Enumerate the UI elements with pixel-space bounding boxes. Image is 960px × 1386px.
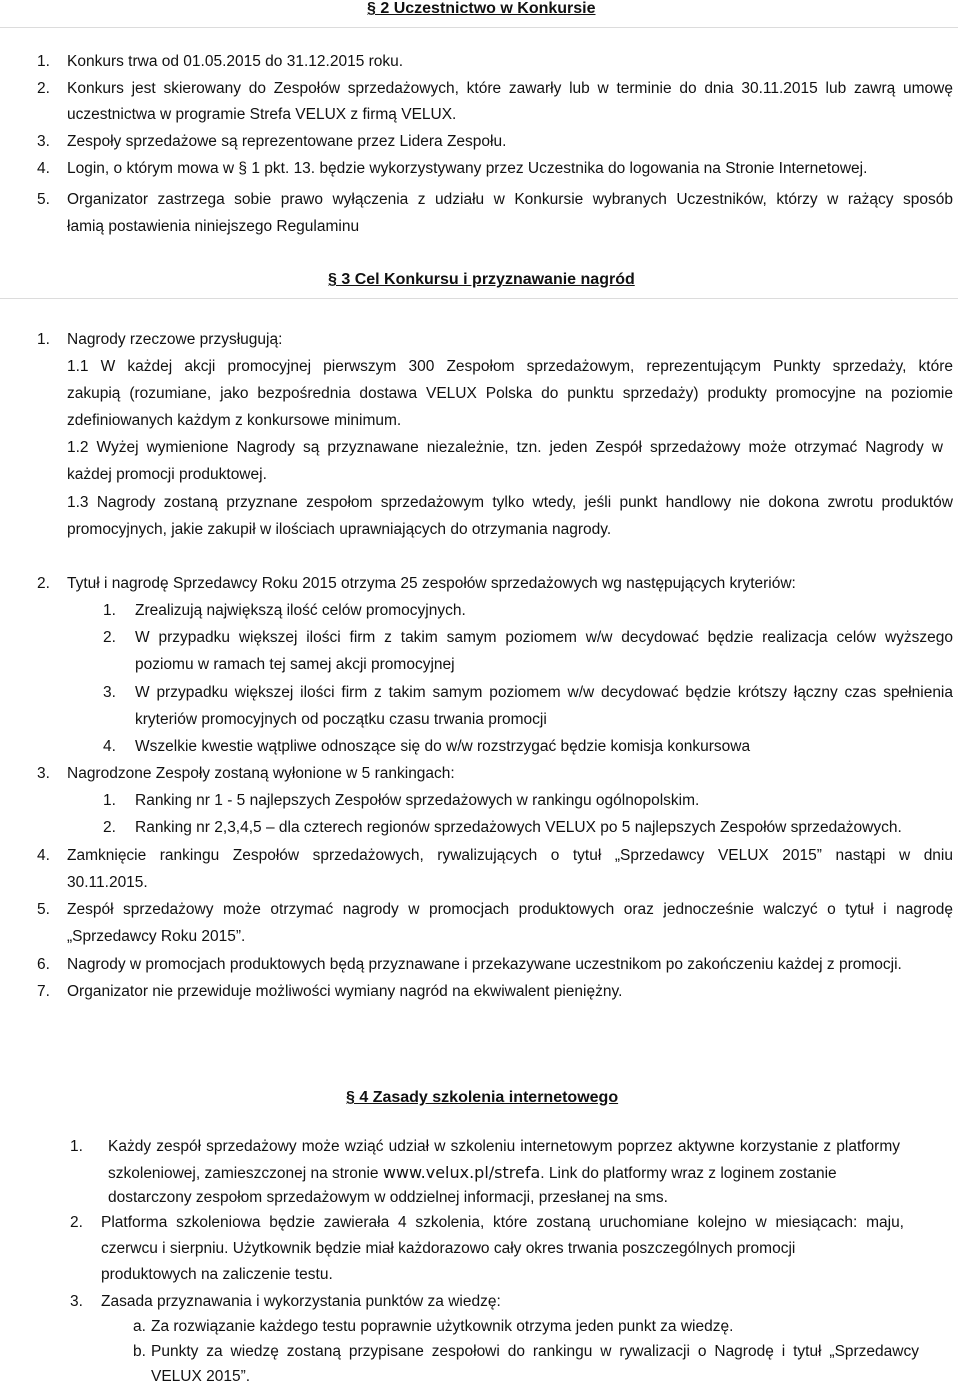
list-text: Organizator zastrzega sobie prawo wyłączenia z udziału w Konkursie wybranych Uczestników, którzy w rażący sposób <box>67 191 953 208</box>
sub-list-text-continued: VELUX 2015”. <box>151 1368 251 1385</box>
list-text-part: Login, o którym mowa w § 1 pkt. 13. <box>67 160 316 177</box>
list-text-continued: produktowych na zaliczenie testu. <box>101 1266 333 1283</box>
list-text: Platforma szkoleniowa będzie zawierała 4 szkolenia, które zostaną uruchomiane kolejno w miesiącach: maju, <box>101 1214 904 1231</box>
list-number: 1. <box>37 331 50 348</box>
list-text-part: . Link do platformy wraz z loginem zostanie <box>540 1165 837 1182</box>
list-text-part: będzie wykorzystywany przez Uczestnika do logowania na Stronie Internetowej. <box>319 160 868 177</box>
list-text: Konkurs jest skierowany do Zespołów sprzedażowych, które zawarły lub w terminie do dnia 30.11.2015 lub zawrą umowę <box>67 80 953 97</box>
sub-list-text: W przypadku większej ilości firm z takim samym poziomem w/w decydować będzie realizacja celów wyższego <box>135 629 953 646</box>
section-3-title: § 3 Cel Konkursu i przyznawanie nagród <box>328 271 635 288</box>
sub-list-number: a. <box>133 1318 146 1335</box>
sub-list-number: b. <box>133 1343 146 1360</box>
list-number: 2. <box>37 575 50 592</box>
sub-list-text: Za rozwiązanie każdego testu poprawnie użytkownik otrzyma jeden punkt za wiedzę. <box>151 1318 734 1335</box>
list-text: Każdy zespół sprzedażowy może wziąć udział w szkoleniu internetowym poprzez aktywne korzystanie z platformy <box>108 1138 900 1155</box>
list-number: 5. <box>37 901 50 918</box>
list-number: 1. <box>37 53 50 70</box>
divider <box>0 27 958 28</box>
sub-list-number: 3. <box>103 684 116 701</box>
list-number: 2. <box>70 1214 83 1231</box>
list-text <box>67 160 867 178</box>
strefa-link[interactable]: www.velux.pl/strefa <box>382 1163 541 1182</box>
sub-list-number: 4. <box>103 738 116 755</box>
list-number: 7. <box>37 983 50 1000</box>
paragraph-line: 1.2 Wyżej wymienione Nagrody są przyznawane niezależnie, tzn. jeden Zespół sprzedażowy może otrzymać Nagrody w <box>67 439 943 456</box>
list-text: Nagrody rzeczowe przysługują: <box>67 331 283 348</box>
sub-list-text: Ranking nr 1 - 5 najlepszych Zespołów sprzedażowych w rankingu ogólnopolskim. <box>135 792 700 809</box>
list-number: 3. <box>70 1293 83 1310</box>
paragraph-line: każdej promocji produktowej. <box>67 466 267 483</box>
paragraph-line: promocyjnych, jakie zakupił w ilościach uprawniających do otrzymania nagrody. <box>67 521 612 538</box>
list-number: 3. <box>37 133 50 150</box>
list-text-continued: dostarczony zespołom sprzedażowym w oddzielnej informacji, przesłanej na sms. <box>108 1189 668 1206</box>
paragraph-line: 1.3 Nagrody zostaną przyznane zespołom sprzedażowym tylko wtedy, jeśli punkt handlowy nie dokona zwrotu produktów <box>67 494 953 511</box>
sub-list-text: Zrealizują największą ilość celów promocyjnych. <box>135 602 466 619</box>
list-text: Nagrodzone Zespoły zostaną wyłonione w 5 rankingach: <box>67 765 455 782</box>
list-text-part: szkoleniowej, zamieszczonej na stronie <box>108 1165 379 1182</box>
list-number: 6. <box>37 956 50 973</box>
sub-list-text: W przypadku większej ilości firm z takim samym poziomem w/w decydować będzie krótszy łączny czas spełnienia <box>135 684 953 701</box>
sub-list-text-continued: kryteriów promocyjnych od początku czasu trwania promocji <box>135 711 547 728</box>
list-text-continued: 30.11.2015. <box>67 874 148 891</box>
divider <box>0 298 958 299</box>
section-4-title: § 4 Zasady szkolenia internetowego <box>346 1089 619 1106</box>
list-number: 1. <box>70 1138 83 1155</box>
paragraph-line: 1.1 W każdej akcji promocyjnej pierwszym 300 Zespołom sprzedażowym, reprezentującym Punkty sprzedaży, które <box>67 358 953 375</box>
list-text: Zespół sprzedażowy może otrzymać nagrody w promocjach produktowych oraz jednocześnie walczyć o tytuł i nagrodę <box>67 901 953 918</box>
list-text-continued: łamią postawienia niniejszego Regulaminu <box>67 218 360 235</box>
section-2-title: § 2 Uczestnictwo w Konkursie <box>367 0 596 17</box>
list-text: Organizator nie przewiduje możliwości wymiany nagród na ekwiwalent pieniężny. <box>67 983 623 1000</box>
list-number: 5. <box>37 191 50 208</box>
list-text-continued: „Sprzedawcy Roku 2015”. <box>67 928 246 945</box>
sub-list-text-continued: poziomu w ramach tej samej akcji promocyjnej <box>135 656 455 673</box>
list-text: Zespoły sprzedażowe są reprezentowane przez Lidera Zespołu. <box>67 133 507 150</box>
list-text: Nagrody w promocjach produktowych będą przyznawane i przekazywane uczestnikom po zakończeniu każdej z promocji. <box>67 956 902 973</box>
list-text: Tytuł i nagrodę Sprzedawcy Roku 2015 otrzyma 25 zespołów sprzedażowych wg następujących kryteriów: <box>67 575 796 592</box>
list-text-continued <box>108 1163 837 1183</box>
list-text: Konkurs trwa od 01.05.2015 do 31.12.2015 roku. <box>67 53 404 70</box>
list-number: 3. <box>37 765 50 782</box>
sub-list-text: Ranking nr 2,3,4,5 – dla czterech regionów sprzedażowych VELUX po 5 najlepszych Zespołów sprzedażowych. <box>135 819 902 836</box>
sub-list-text: Punkty za wiedzę zostaną przypisane zespołowi do rankingu w rywalizacji o Nagrodę i tytuł „Sprzedawcy <box>151 1343 919 1360</box>
list-text-continued: uczestnictwa w programie Strefa VELUX z firmą VELUX. <box>67 106 457 123</box>
sub-list-number: 2. <box>103 629 116 646</box>
list-text: Zamknięcie rankingu Zespołów sprzedażowych, rywalizujących o tytuł „Sprzedawcy VELUX 2015” nastąpi w dniu <box>67 847 953 864</box>
list-number: 4. <box>37 847 50 864</box>
sub-list-number: 2. <box>103 819 116 836</box>
list-text-continued: czerwcu i sierpniu. Użytkownik będzie miał każdorazowo cały okres trwania poszczególnych promocji <box>101 1240 796 1257</box>
paragraph-line: zakupią (rozumiane, jako bezpośrednia dostawa VELUX Polska do punktu sprzedaży) produkty promocyjne na poziomie <box>67 385 953 402</box>
sub-list-number: 1. <box>103 792 116 809</box>
sub-list-number: 1. <box>103 602 116 619</box>
list-number: 2. <box>37 80 50 97</box>
list-number: 4. <box>37 160 50 177</box>
sub-list-text: Wszelkie kwestie wątpliwe odnoszące się do w/w rozstrzygać będzie komisja konkursowa <box>135 738 751 755</box>
list-text: Zasada przyznawania i wykorzystania punktów za wiedzę: <box>101 1293 501 1310</box>
paragraph-line: zdefiniowanych każdym z konkursowe minimum. <box>67 412 402 429</box>
